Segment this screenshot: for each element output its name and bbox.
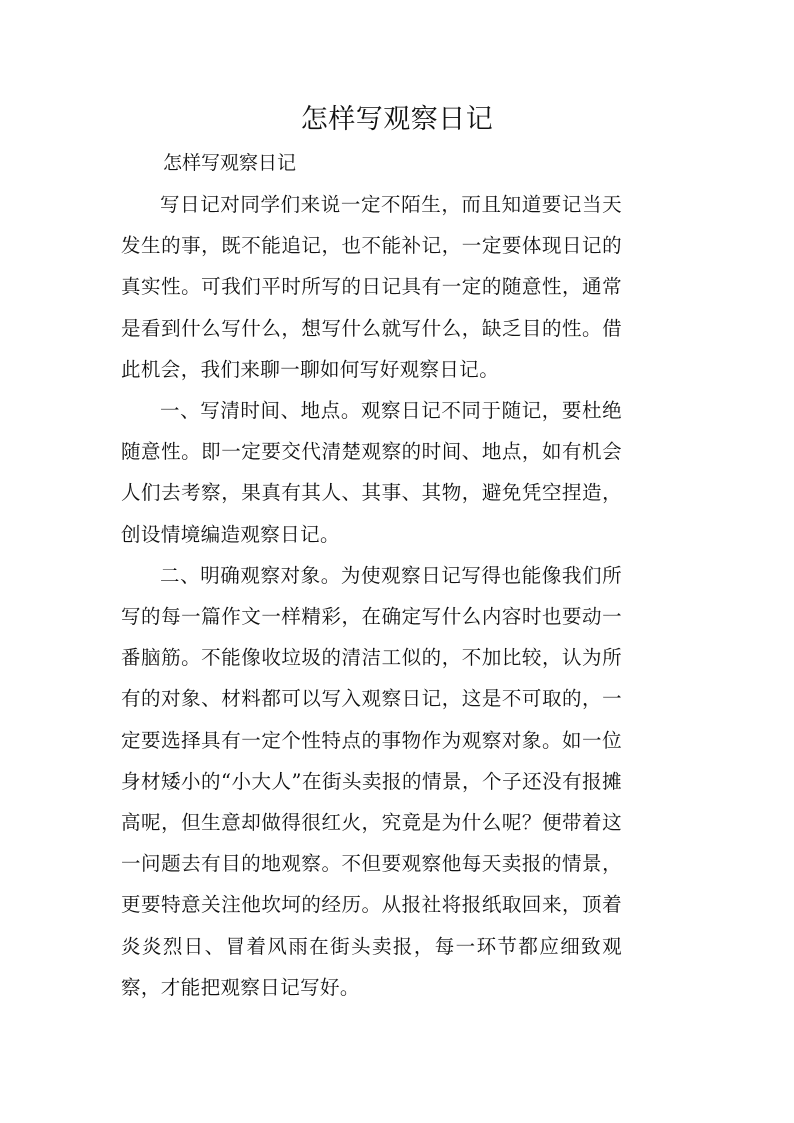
document-title: 怎样写观察日记 xyxy=(300,104,494,135)
paragraph-point-two: 二、明确观察对象。为使观察日记写得也能像我们所写的每一篇作文一样精彩，在确定写什么内容时也要动一番脑筋。不能像收垃圾的清洁工似的，不加比较，认为所有的对象、材料都可以写入观察日记，这是不可取的，一定要选择具有一定个性特点的事物作为观察对象。如一位身材矮小的“小大人”在街头卖报的情景，个子还没有报摊高呢，但生意却做得很红火，究竟是为什么呢？便带着这一问题去有目的地观察。不但要观察他每天卖报的情景，更要特意关注他坎坷的经历。从报社将报纸取回来，顶着炎炎烈日、冒着风雨在街头卖报，每一环节都应细致观察，才能把观察日记写好。 xyxy=(121,563,622,999)
document-body xyxy=(121,184,622,1008)
document-subtitle: 怎样写观察日记 xyxy=(163,152,297,174)
paragraph-intro: 写日记对同学们来说一定不陌生，而且知道要记当天发生的事，既不能追记，也不能补记，一定要体现日记的真实性。可我们平时所写的日记具有一定的随意性，通常是看到什么写什么，想写什么就写什么，缺乏目的性。借此机会，我们来聊一聊如何写好观察日记。 xyxy=(121,193,622,381)
paragraph-point-one: 一、写清时间、地点。观察日记不同于随记，要杜绝随意性。即一定要交代清楚观察的时间、地点，如有机会人们去考察，果真有其人、其事、其物，避免凭空捏造，创设情境编造观察日记。 xyxy=(121,399,622,546)
